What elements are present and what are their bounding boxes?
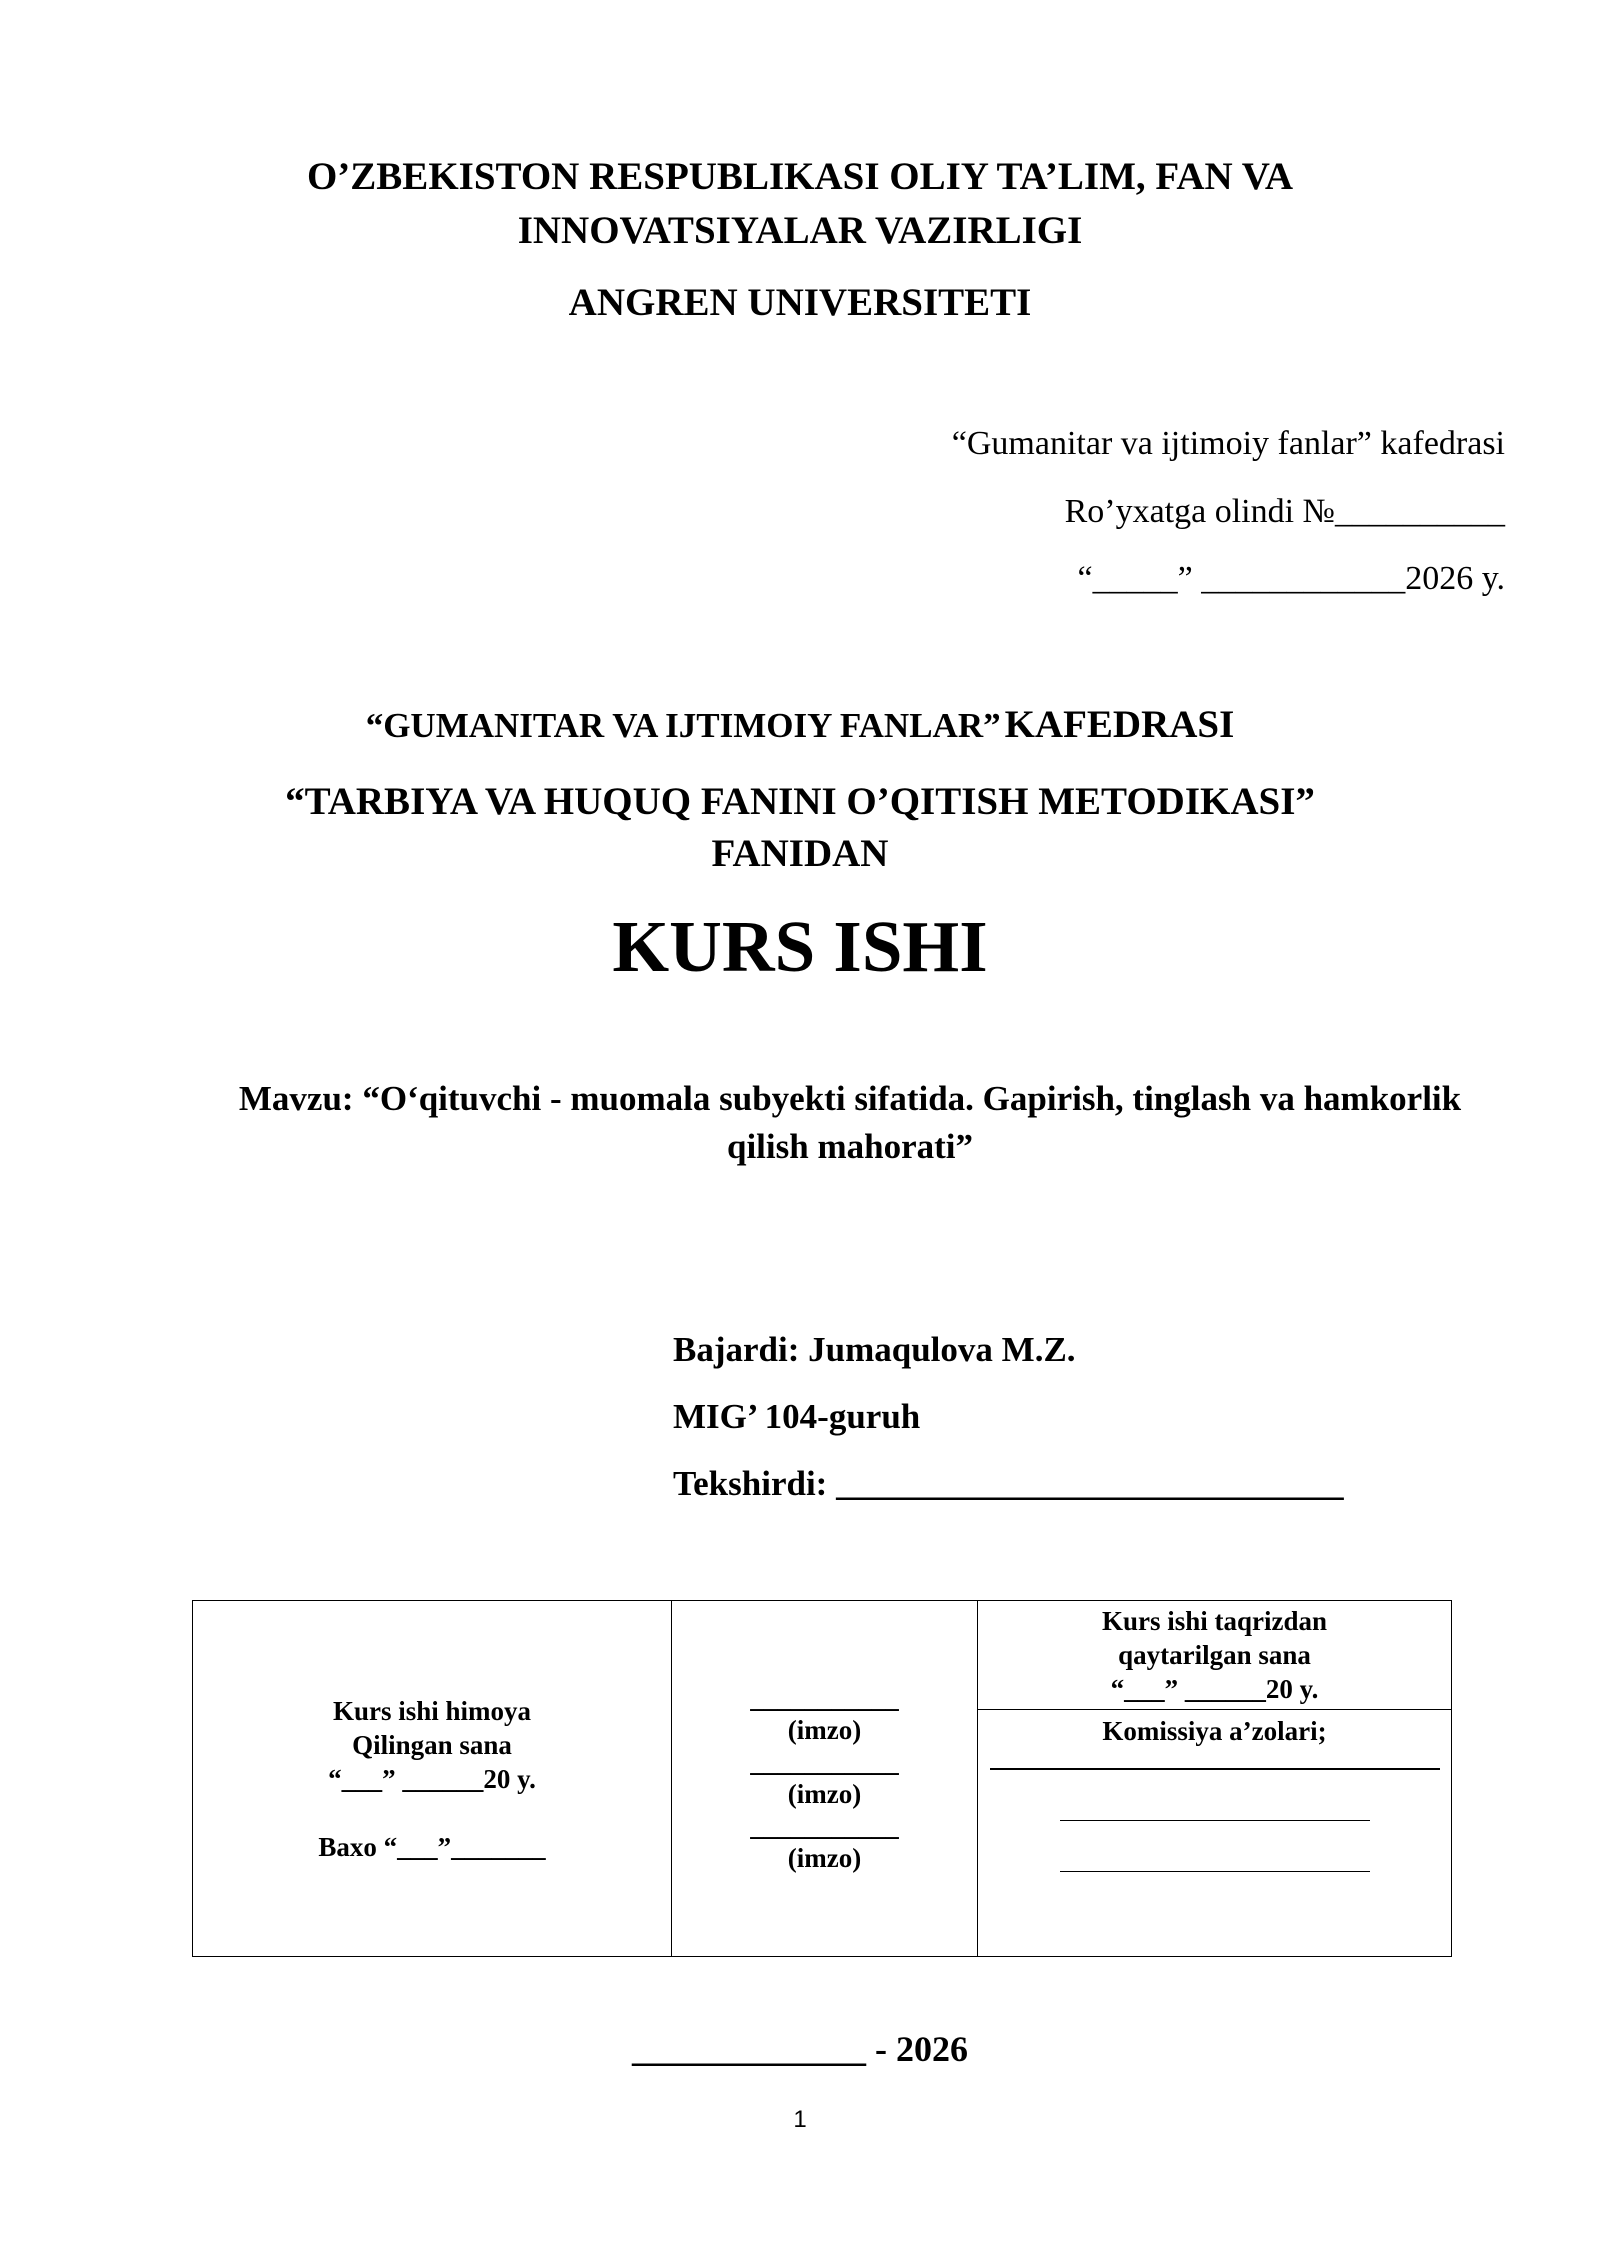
signature-label: (imzo): [787, 1714, 862, 1745]
topic-line-2: qilish mahorati”: [726, 1127, 973, 1166]
registration-number: Ro’yxatga olindi №__________: [1064, 493, 1505, 530]
subject-line-1: “TARBIYA VA HUQUQ FANINI O’QITISH METODIKASI”: [285, 780, 1315, 823]
grade-field: Baxo “___”_______: [318, 1831, 546, 1862]
author-name: Bajardi: Jumaqulova M.Z.: [673, 1330, 1076, 1369]
signature-line: ___________: [750, 1810, 899, 1841]
page-number: 1: [793, 2106, 807, 2133]
ministry-name: [0, 150, 1600, 258]
review-label-2: qaytarilgan sana: [1118, 1640, 1311, 1670]
course-department: [0, 702, 1600, 747]
department-line: “Gumanitar va ijtimoiy fanlar” kafedrasi: [951, 425, 1505, 462]
defense-label-2: Qilingan sana: [352, 1729, 512, 1760]
defense-label-1: Kurs ishi himoya: [332, 1695, 532, 1726]
defense-date-cell: [193, 1601, 672, 1957]
signature-label: (imzo): [787, 1778, 862, 1809]
commission-line: [1060, 1871, 1370, 1872]
topic-line-1: Mavzu: “O‘qituvchi - muomala subyekti sifatida. Gapirish, tinglash va hamkorlik: [238, 1079, 1462, 1118]
footer-year: _____________ - 2026: [632, 2029, 968, 2069]
commission-cell: [978, 1710, 1452, 1957]
author-group: MIG’ 104-guruh: [673, 1397, 921, 1436]
commission-line: [1060, 1820, 1370, 1821]
reviewer-field: Tekshirdi: _____________________________: [673, 1464, 1344, 1503]
signature-cell: [672, 1601, 978, 1957]
ministry-line-2: INNOVATSIYALAR VAZIRLIGI: [517, 209, 1083, 252]
defense-date: “___” ______20 y.: [328, 1763, 536, 1794]
document-title: KURS ISHI: [612, 906, 988, 987]
signature-line: ___________: [750, 1746, 899, 1777]
department-word: KAFEDRASI: [1004, 703, 1235, 746]
commission-label: Komissiya a’zolari;: [1102, 1716, 1327, 1746]
signature-label: (imzo): [787, 1842, 862, 1873]
subject-line-2: FANIDAN: [711, 832, 889, 875]
registration-date: “_____” ____________2026 y.: [1077, 560, 1505, 597]
defense-table: [192, 1600, 1452, 1957]
signature-line: ___________: [750, 1682, 899, 1713]
commission-line: [990, 1768, 1440, 1770]
course-subject: [0, 776, 1600, 880]
review-label-1: Kurs ishi taqrizdan: [1101, 1606, 1328, 1636]
review-date-cell: [978, 1601, 1452, 1710]
department-quoted: “GUMANITAR VA IJTIMOIY FANLAR”: [365, 706, 1001, 745]
university-name: ANGREN UNIVERSITETI: [568, 281, 1032, 324]
ministry-line-1: O’ZBEKISTON RESPUBLIKASI OLIY TA’LIM, FAN VA: [306, 155, 1294, 198]
review-date: “___” ______20 y.: [1110, 1674, 1319, 1704]
topic: [160, 1075, 1540, 1171]
